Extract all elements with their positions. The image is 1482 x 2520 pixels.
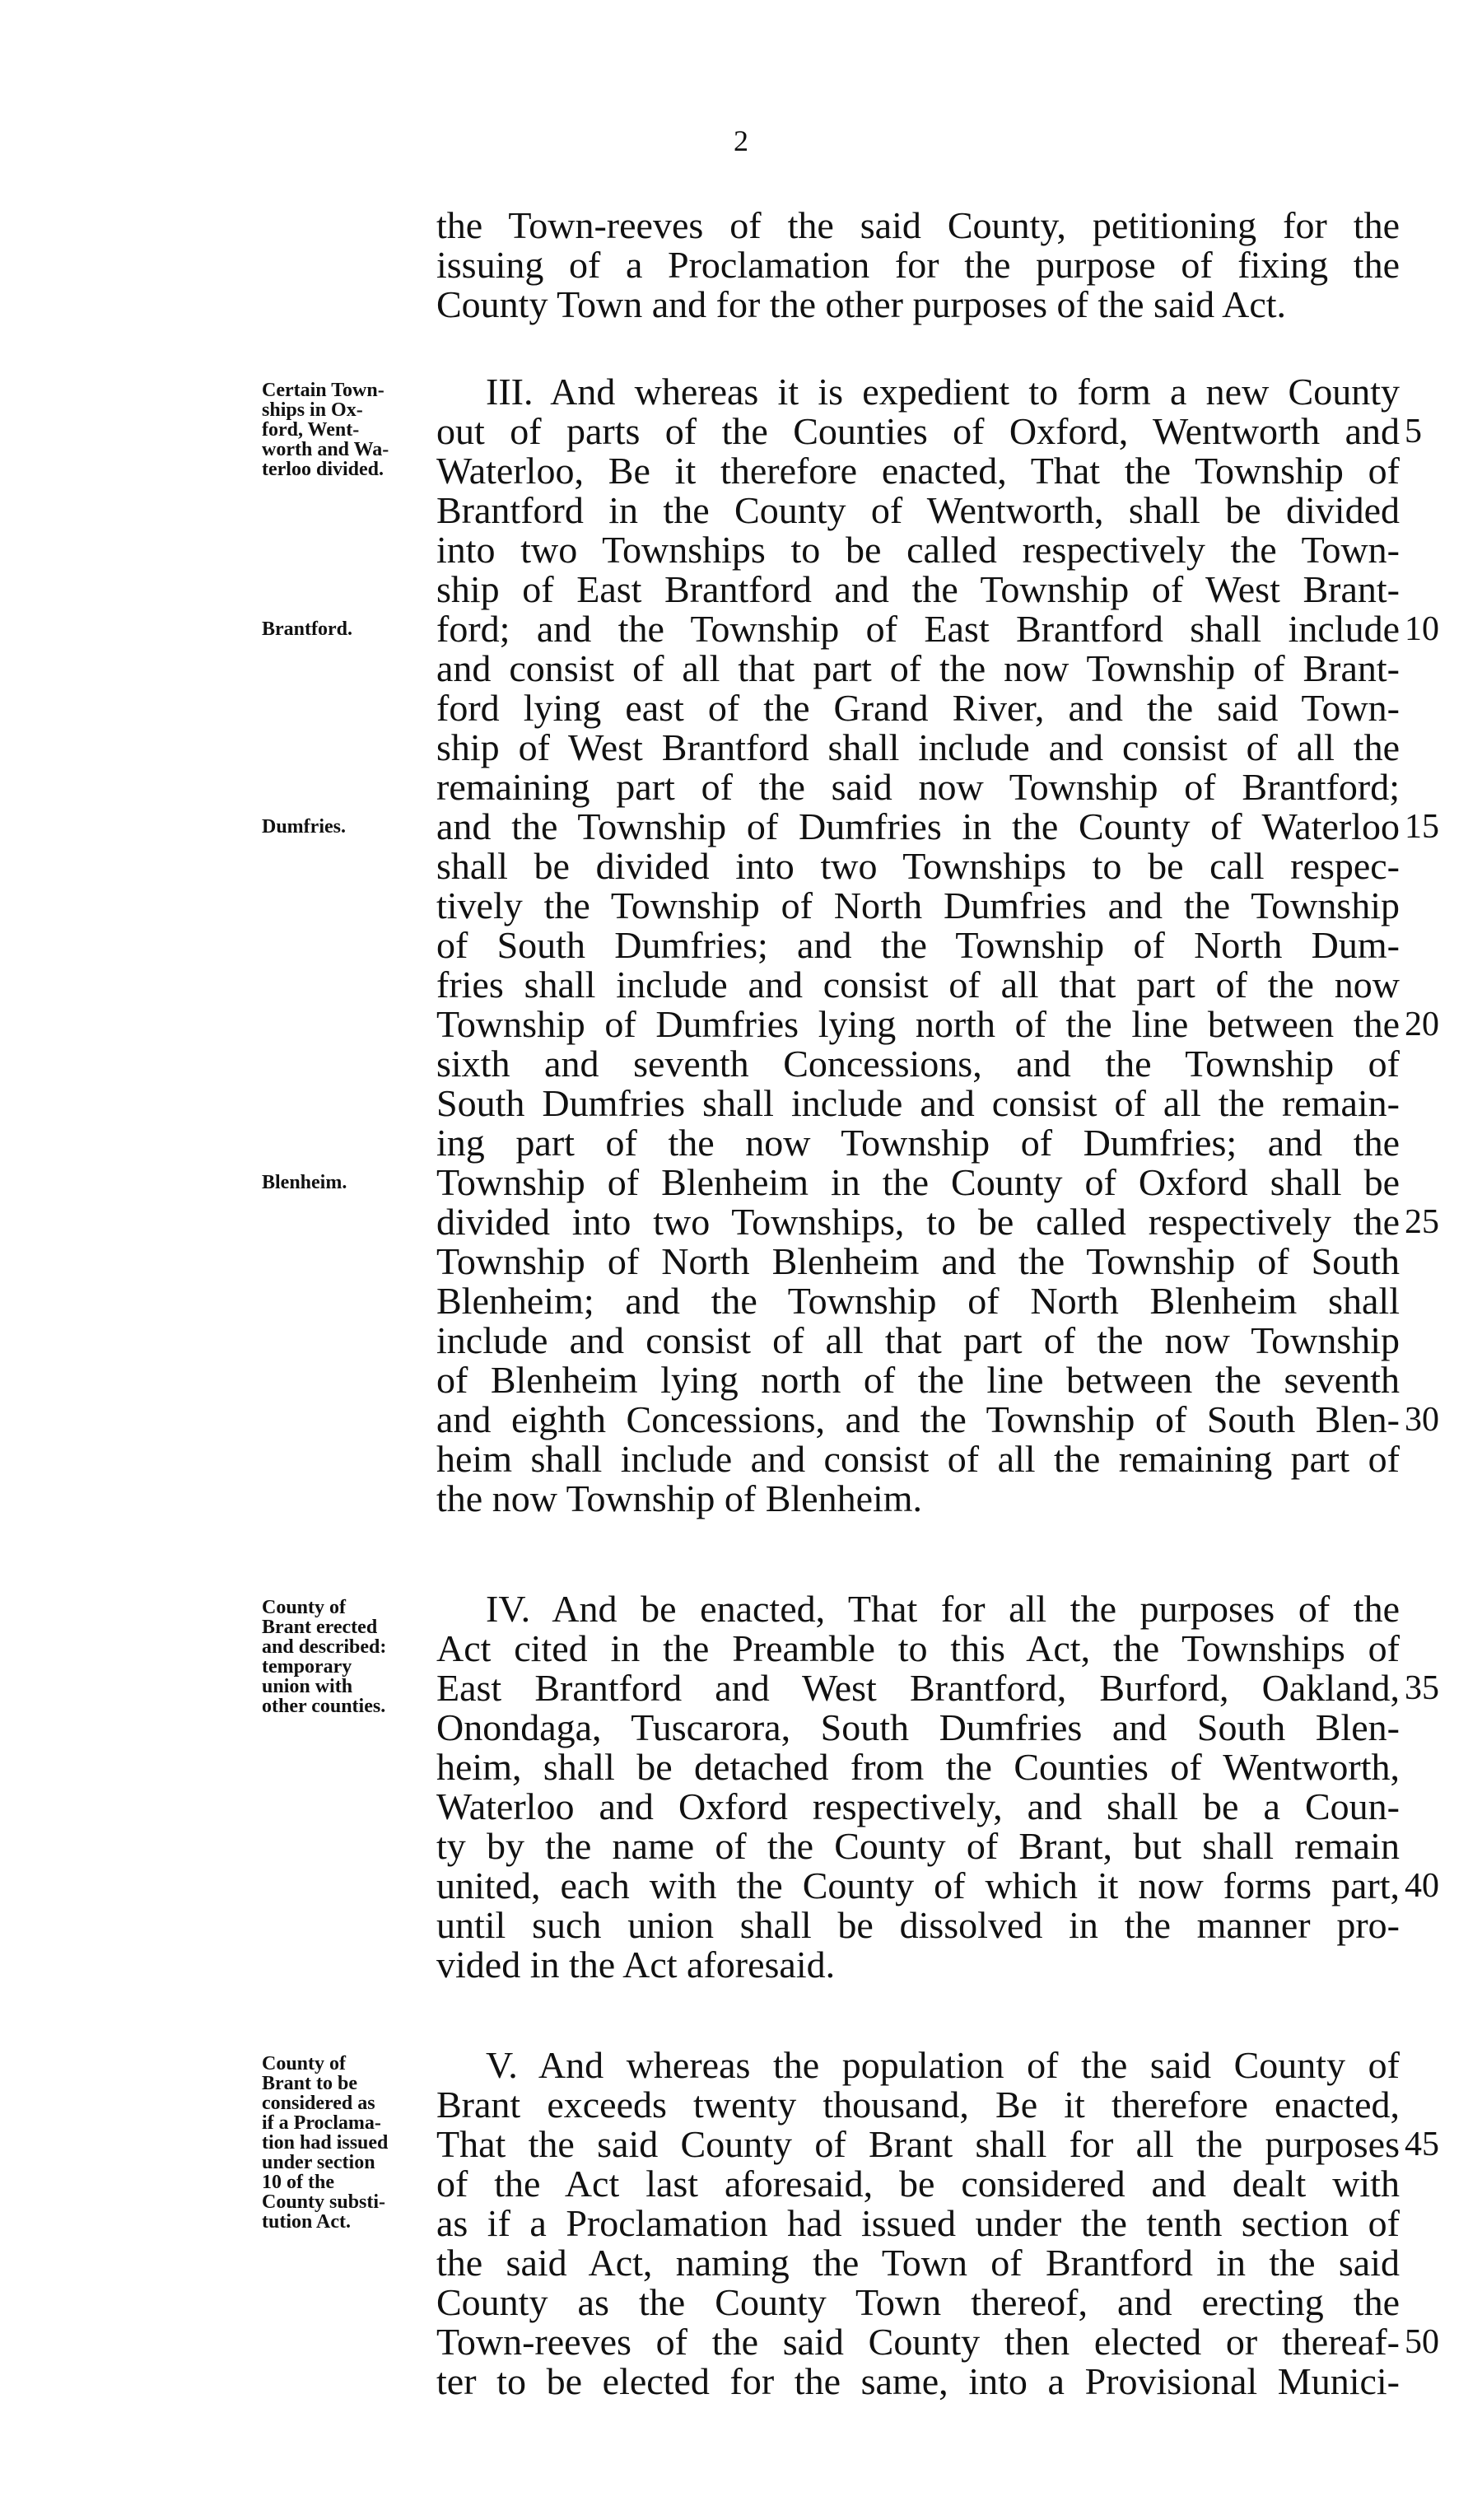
text-line: ing part of the now Township of Dumfries; and the — [436, 1122, 1400, 1164]
line-number: 20 — [1405, 1006, 1439, 1043]
line-number: 10 — [1405, 610, 1439, 648]
text-line: vided in the Act aforesaid. — [436, 1944, 836, 1986]
text-line: as if a Proclamation had issued under the tenth section of — [436, 2202, 1400, 2244]
text-line: III. And whereas it is expedient to form a new County — [486, 371, 1400, 413]
text-line: of South Dumfries; and the Township of North Dum- — [436, 924, 1400, 966]
text-line: Brant exceeds twenty thousand, Be it therefore enacted, — [436, 2084, 1400, 2126]
text-line: ship of East Brantford and the Township of West Brant- — [436, 568, 1400, 610]
text-line: united, each with the County of which it now forms part, — [436, 1864, 1400, 1906]
line-number: 30 — [1405, 1401, 1439, 1439]
text-line: the Town-reeves of the said County, petitioning for the — [436, 204, 1400, 246]
text-line: sixth and seventh Concessions, and the Township of — [436, 1043, 1400, 1085]
text-line: Township of North Blenheim and the Township of South — [436, 1240, 1400, 1282]
margin-note-county-of-brant-erected: County of Brant erected and described: temporary union with other counties. — [262, 1597, 387, 1717]
text-line: issuing of a Proclamation for the purpose of fixing the — [436, 244, 1400, 286]
line-number: 45 — [1405, 2126, 1439, 2163]
text-line: Blenheim; and the Township of North Blenheim shall — [436, 1280, 1400, 1322]
text-line: and the Township of Dumfries in the County of Waterloo — [436, 805, 1400, 847]
line-number: 40 — [1405, 1867, 1439, 1905]
margin-note-county-of-brant-considered: County of Brant to be considered as if a Proclama- tion had issued under section 10 of the County substi- tution Act. — [262, 2053, 389, 2233]
margin-note-townships-divided: Certain Town- ships in Ox- ford, Went- worth and Wa- terloo divided. — [262, 380, 389, 480]
text-line: the now Township of Blenheim. — [436, 1477, 923, 1519]
text-line: V. And whereas the population of the said County of — [486, 2044, 1400, 2086]
text-line: of Blenheim lying north of the line between the seventh — [436, 1359, 1400, 1401]
text-line: out of parts of the Counties of Oxford, Wentworth and — [436, 410, 1400, 452]
text-line: of the Act last aforesaid, be considered and dealt with — [436, 2163, 1400, 2205]
text-line: County as the County Town thereof, and erecting the — [436, 2281, 1400, 2323]
text-line: ter to be elected for the same, into a Provisional Munici- — [436, 2360, 1400, 2402]
text-line: That the said County of Brant shall for all the purposes — [436, 2123, 1400, 2165]
line-number: 50 — [1405, 2323, 1439, 2361]
text-line: divided into two Townships, to be called respectively the — [436, 1201, 1400, 1243]
text-line: and eighth Concessions, and the Township of South Blen- — [436, 1398, 1400, 1440]
text-line: into two Townships to be called respectively the Town- — [436, 529, 1400, 571]
text-line: Brantford in the County of Wentworth, shall be divided — [436, 489, 1400, 531]
text-line: and consist of all that part of the now Township of Brant- — [436, 647, 1400, 689]
page-number: 2 — [734, 124, 748, 157]
text-line: tively the Township of North Dumfries and the Township — [436, 884, 1400, 926]
text-line: heim, shall be detached from the Counties of Wentworth, — [436, 1746, 1400, 1788]
text-line: include and consist of all that part of the now Township — [436, 1319, 1400, 1361]
text-line: County Town and for the other purposes of the said Act. — [436, 283, 1287, 325]
text-line: ford; and the Township of East Brantford shall include — [436, 608, 1400, 650]
text-line: the said Act, naming the Town of Brantford in the said — [436, 2242, 1400, 2284]
line-number: 35 — [1405, 1669, 1439, 1707]
line-number: 15 — [1405, 808, 1439, 846]
text-line: until such union shall be dissolved in the manner pro- — [436, 1904, 1400, 1946]
text-line: ford lying east of the Grand River, and the said Town- — [436, 687, 1400, 729]
text-line: ty by the name of the County of Brant, but shall remain — [436, 1825, 1400, 1867]
text-line: Onondaga, Tuscarora, South Dumfries and South Blen- — [436, 1706, 1400, 1748]
margin-note-brantford: Brantford. — [262, 618, 352, 640]
text-line: South Dumfries shall include and consist of all the remain- — [436, 1082, 1400, 1124]
text-line: remaining part of the said now Township of Brantford; — [436, 766, 1400, 808]
text-line: ship of West Brantford shall include and consist of all the — [436, 726, 1400, 768]
text-line: Waterloo and Oxford respectively, and shall be a Coun- — [436, 1785, 1400, 1827]
text-line: Act cited in the Preamble to this Act, the Townships of — [436, 1627, 1400, 1669]
margin-note-dumfries: Dumfries. — [262, 816, 346, 838]
line-number: 5 — [1405, 413, 1422, 450]
text-line: IV. And be enacted, That for all the purposes of the — [486, 1588, 1400, 1630]
text-line: Town-reeves of the said County then elected or thereaf- — [436, 2321, 1400, 2363]
text-line: Township of Blenheim in the County of Oxford shall be — [436, 1161, 1400, 1203]
text-line: fries shall include and consist of all that part of the now — [436, 964, 1400, 1006]
text-line: shall be divided into two Townships to be call respec- — [436, 845, 1400, 887]
text-line: East Brantford and West Brantford, Burford, Oakland, — [436, 1667, 1400, 1709]
line-number: 25 — [1405, 1203, 1439, 1241]
text-line: Waterloo, Be it therefore enacted, That the Township of — [436, 450, 1400, 492]
text-line: heim shall include and consist of all the remaining part of — [436, 1438, 1400, 1480]
margin-note-blenheim: Blenheim. — [262, 1172, 347, 1193]
text-line: Township of Dumfries lying north of the line between the — [436, 1003, 1400, 1045]
